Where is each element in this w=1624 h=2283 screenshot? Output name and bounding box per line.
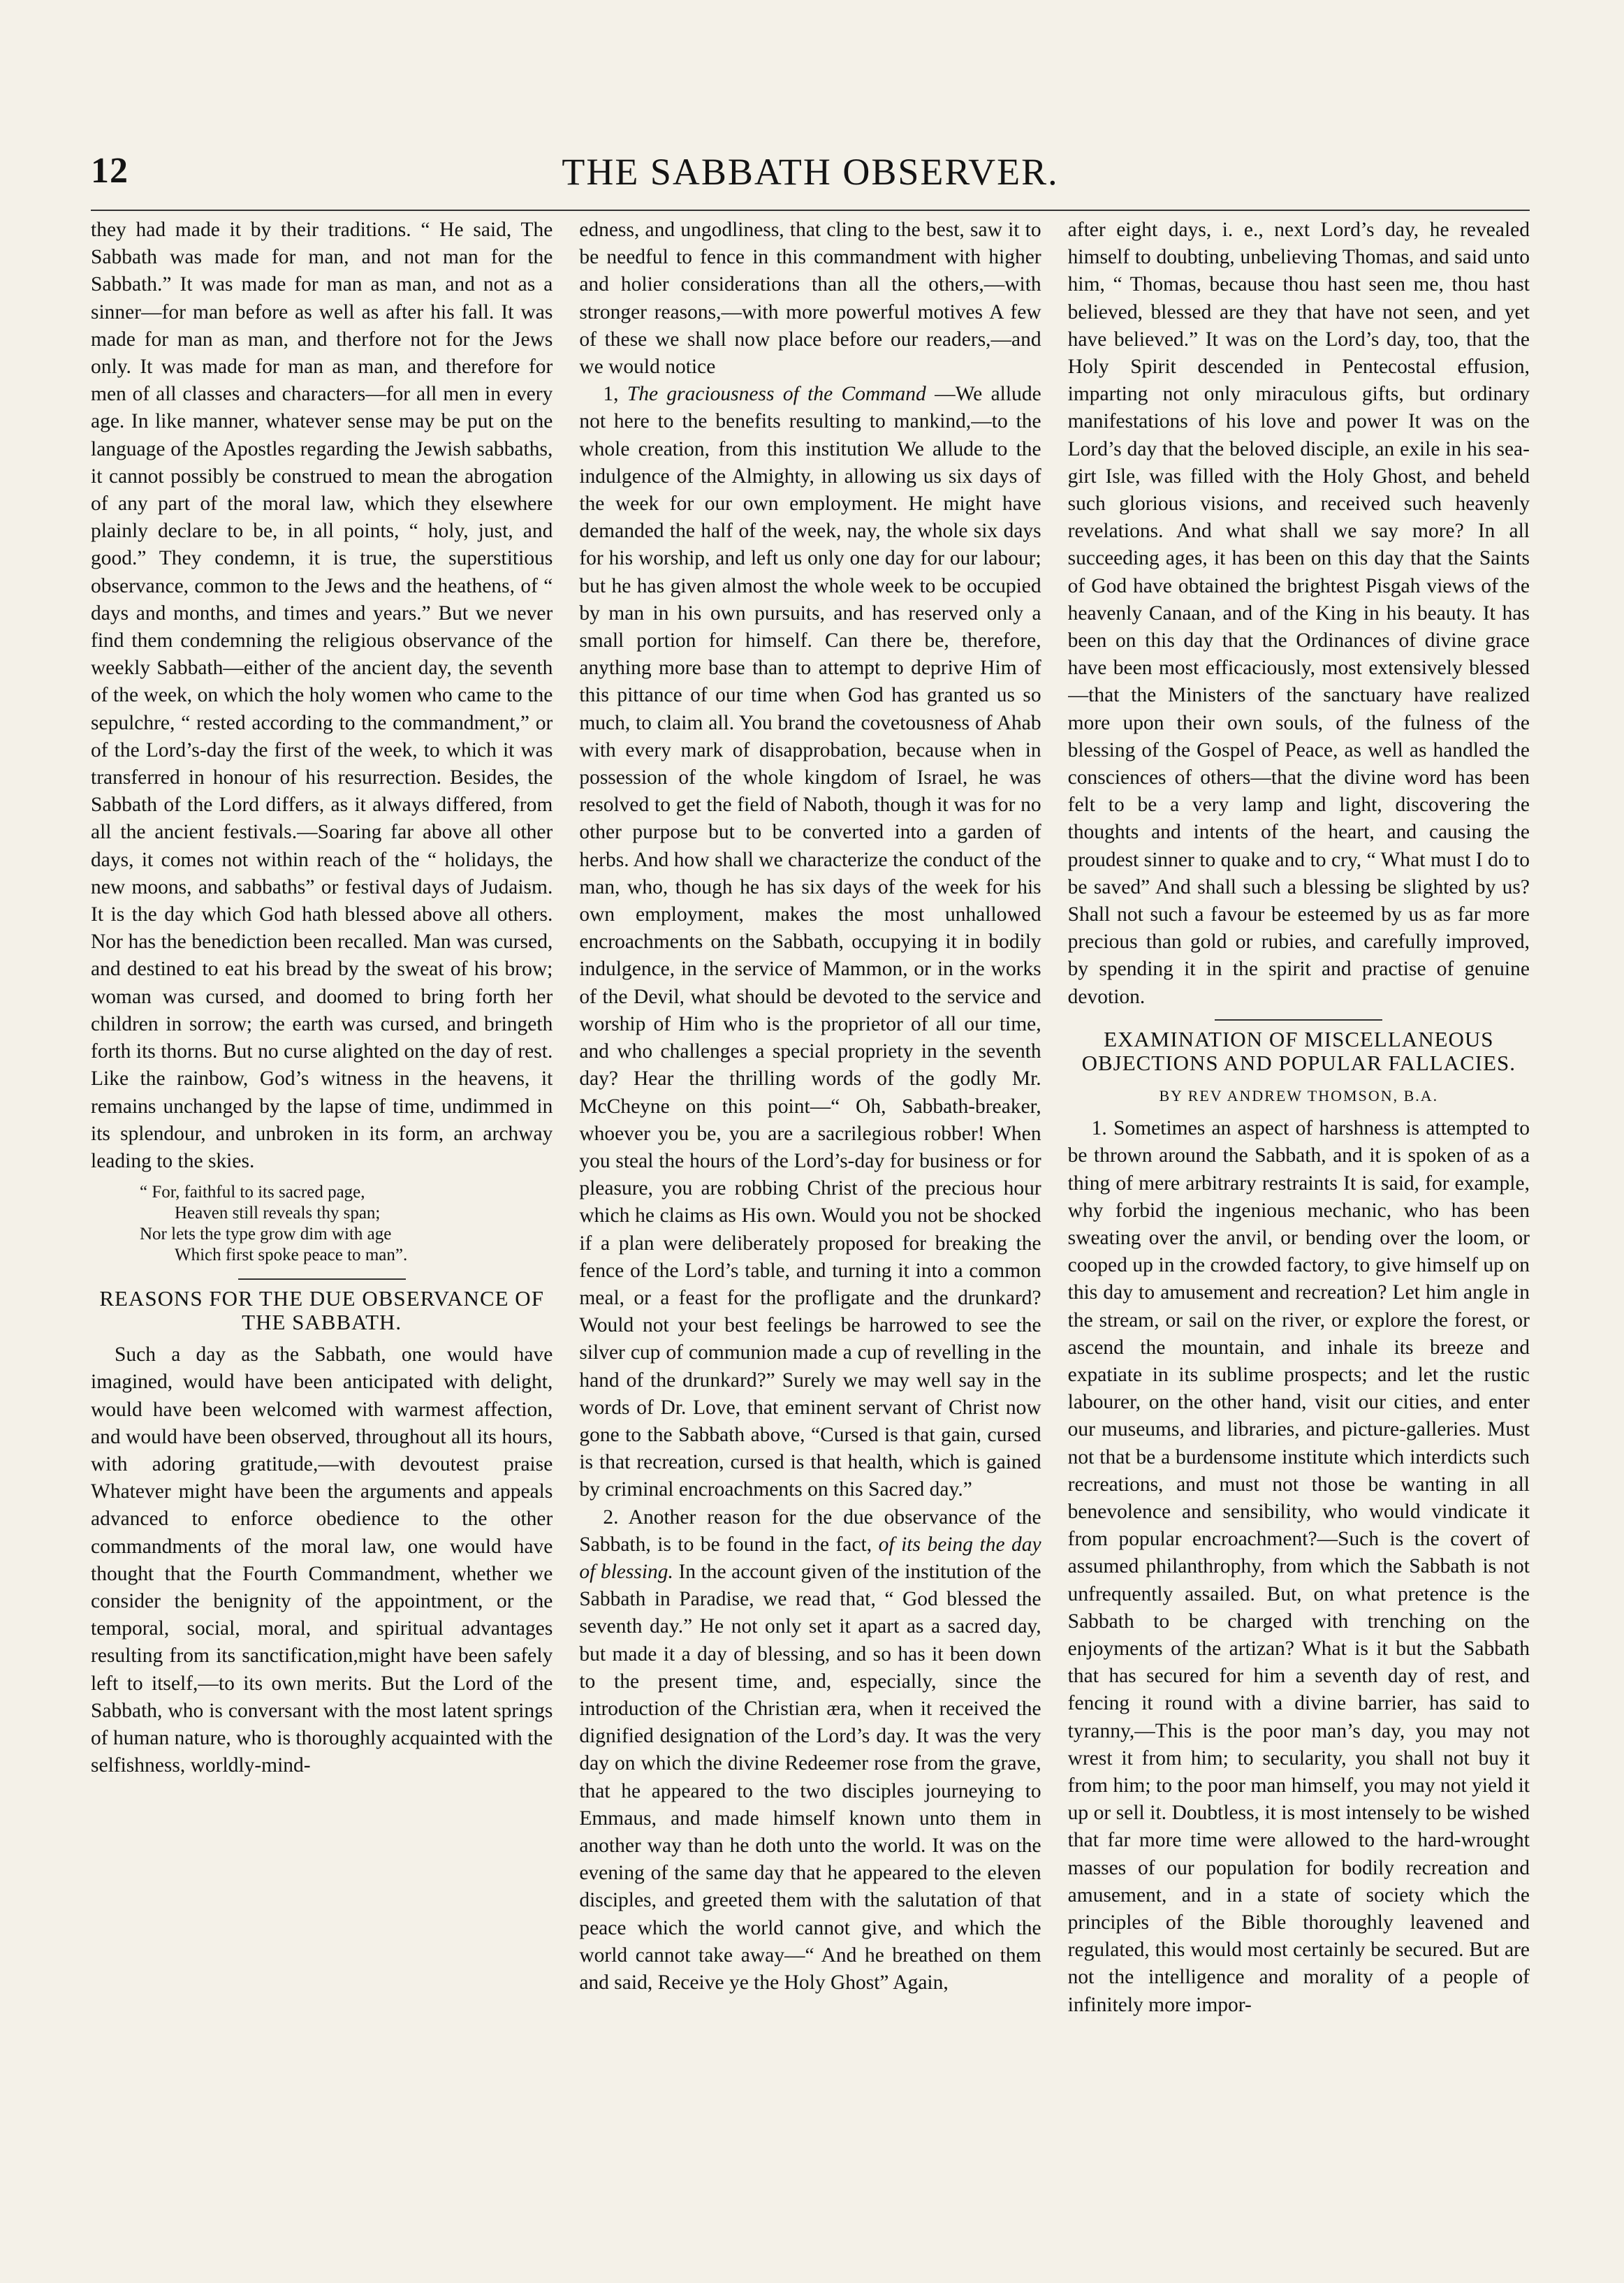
text-columns xyxy=(91,217,1530,2256)
section-title: EXAMINATION OF MISCELLANEOUS OBJECTIONS AND POPULAR FALLACIES. xyxy=(1081,1026,1516,1075)
point-text: In the account given of the institution of the Sabbath in Paradise, we read that, “ God blessed the seventh day.” He not only set it apart as a sacred day, but made it a day of blessing, and so has it been down to the present time, and, especially, since the introduction of the Christian æra, when it received the dignified designation of the Lord’s day. It was the very day on which the divine Redeemer rose from the grave, that he appeared to the two disciples journeying to Emmaus, and made himself known unto them in another way than he doth unto the world. It was on the evening of the same day that he appeared to the eleven disciples, and greeted them with the salutation of that peace which the world cannot give, and which the world cannot take away—“ And he breathed on them and said, Receive ye the Holy Ghost” Again, xyxy=(579,1560,1041,1994)
point-heading: The graciousness of the Command xyxy=(627,383,926,406)
paragraph xyxy=(579,1504,1041,1997)
poem-quote xyxy=(140,1182,553,1266)
section-title: REASONS FOR THE DUE OBSERVANCE OF THE SABBATH. xyxy=(99,1286,544,1335)
paragraph xyxy=(579,381,1041,1503)
paragraph: Such a day as the Sabbath, one would have imagined, would have been anticipated with delight, would have been welcomed with warmest affection, and would have been observed, throughout all its hours, with adoring gratitude,—with devoutest praise Whatever might have been the arguments and appeals advanced to enforce obedience to the other commandments of the moral law, one would have thought that the Fourth Commandment, whether we consider the benignity of the appointment, or the temporal, social, moral, and spiritual advantages resulting from its sanctification,might have been safely left to itself,—to its own merits. But the Lord of the Sabbath, who is conversant with the most latent springs of human nature, who is thoroughly acquainted with the selfishness, worldly-mind- xyxy=(91,1343,553,1777)
column-2 xyxy=(579,217,1041,2256)
page-header xyxy=(91,150,1530,206)
section-divider xyxy=(238,1278,406,1280)
paragraph: 1. Sometimes an aspect of harshness is attempted to be thrown around the Sabbath, and it is spoken of as a thing of mere arbitrary restraints It is said, for example, why forbid the ingenious mechanic, who has been sweating over the anvil, or bending over the loom, or cooped up in the crowded factory, to give himself up on this day to amusement and recreation? Let him angle in the stream, or sail on the river, or explore the forest, or ascend the mountain, and inhale its breeze and expatiate in its sublime prospects; and let the rustic labourer, on the other hand, visit our cities, and enter our museums, and libraries, and picture-galleries. Must not that be a burdensome institute which interdicts such recreations, and must not those be wanting in all benevolence and sensibility, who would vindicate it from popular encroachment?—Such is the covert of assumed philanthrophy, from which the Sabbath is not unfrequently assailed. But, on what pretence is the Sabbath to be charged with trenching on the enjoyments of the artizan? What is it but the Sabbath that has secured for him a seventh day of rest, and fencing it round with a divine barrier, has said to tyranny,—This is the poor man’s day, you may not wrest it from him; to secularity, you shall not buy it from him; to the poor man himself, you may not yield it up or sell it. Doubtless, it is most intensely to be wished that far more time were allowed to the hard-wrought masses of our population for bodily recreation and amusement, and in a state of society which the principles of the Bible thoroughly leavened and regulated, this would most certainly be secured. But are not the intelligence and morality of a people of infinitely more impor- xyxy=(1067,1117,1530,2016)
paragraph: edness, and ungodliness, that cling to the best, saw it to be needful to fence in this commandment with higher and holier considerations than all the others,—with stronger reasons,—with more powerful motives A few of these we shall now place before our readers,—and we would notice xyxy=(579,219,1041,379)
section-divider xyxy=(1215,1019,1382,1021)
page-number: 12 xyxy=(91,151,129,191)
byline: BY REV ANDREW THOMSON, B.A. xyxy=(1159,1086,1439,1104)
poem-line: Which first spoke peace to man”. xyxy=(175,1246,408,1265)
poem-line: “ For, faithful to its sacred page, xyxy=(140,1183,365,1202)
point-heading: of its being the day of blessing. xyxy=(579,1533,1041,1583)
paragraph: they had made it by their traditions. “ He said, The Sabbath was made for man, and not man for the Sabbath.” It was made for man as man, and not as a sinner—for man before as well as after his fall. It was made for man as man, and therfore not for the Jews only. It was made for man as man, and therefore for men of all classes and characters—for all men in every age. In like manner, whatever sense may be put on the language of the Apostles regarding the Jewish sabbaths, it cannot possibly be construed to mean the abrogation of any part of the moral law, which they elsewhere plainly declare to be, in all points, “ holy, just, and good.” They condemn, it is true, the superstitious observance, common to the Jews and the heathens, of “ days and months, and times and years.” But we never find them condemning the religious observance of the weekly Sabbath—either of the ancient day, the seventh of the week, on which the holy women who came to the sepulchre, “ rested according to the commandment,” or of the Lord’s-day the first of the week, to which it was transferred in honour of his resurrection. Besides, the Sabbath of the Lord differs, as it always differed, from all the ancient festivals.—Soaring far above all other days, it comes not within reach of the “ holidays, the new moons, and sabbaths” or festival days of Judaism. It is the day which God hath blessed above all others. Nor has the benediction been recalled. Man was cursed, and destined to eat his bread by the sweat of his brow; woman was cursed, and doomed to bring forth her children in sorrow; the earth was cursed, and bringeth forth its thorns. But no curse alighted on the day of rest. Like the rainbow, God’s witness in the heavens, it remains unchanged by the lapse of time, undimmed in its splendour, and unbroken in its form, an archway leading to the skies. xyxy=(91,219,553,1172)
header-rule xyxy=(91,210,1530,211)
point-text: 2. Another reason for the due observance of the Sabbath, is to be found in the fact, xyxy=(579,1505,1041,1556)
column-3 xyxy=(1068,217,1530,2256)
poem-line: Heaven still reveals thy span; xyxy=(175,1204,381,1223)
running-title: THE SABBATH OBSERVER. xyxy=(562,151,1059,193)
point-text: —We allude not here to the benefits resulting to mankind,—to the whole creation, from this institution We allude to the indulgence of the Almighty, in allowing us six days of the week for our own employment. He might have demanded the half of the week, nay, the whole six days for his worship, and left us only one day for our labour; but he has given almost the whole week to be occupied by man in his own pursuits, and has reserved only a small portion for himself. Can there be, therefore, anything more base than to attempt to deprive Him of this pittance of our time when God has granted us so much, to claim all. You brand the covetousness of Ahab with every mark of disapprobation, because when in possession of the whole kingdom of Israel, he was resolved to get the field of Naboth, though it was for no other purpose but to be converted into a garden of herbs. And how shall we characterize the conduct of the man, who, though he has six days of the week for his own employment, makes the most unhallowed encroachments on the Sabbath, occupying it in bodily indulgence, in the service of Mammon, or in the works of the Devil, what should be devoted to the service and worship of Him who is the proprietor of all our time, and who challenges a special propriety in the seventh day? Hear the thrilling words of the godly Mr. McCheyne on this point—“ Oh, Sabbath-breaker, whoever you be, you are a sacrilegious robber! When you steal the hours of the Lord’s-day for business or for pleasure, you are robbing Christ of the precious hour which he claims as His own. Would you not be shocked if a plan were deliberately proposed for breaking the fence of the Lord’s table, and turning it into a common meal, or a feast for the profligate and the drunkard? Would not your best feelings be harrowed to see the silver cup of communion made a cup of revelling in the hand of the drunkard?” Surely we may well say in the words of Dr. Love, that eminent servant of Christ now gone to the Sabbath above, “Cursed is that gain, cursed is that recreation, cursed is that health, which is gained by criminal encroachments on this Sacred day.” xyxy=(579,383,1041,1501)
poem-line: Nor lets the type grow dim with age xyxy=(140,1225,392,1244)
column-1 xyxy=(91,217,553,2256)
paragraph: after eight days, i. e., next Lord’s day, he revealed himself to doubting, unbelieving Thomas, and said unto him, “ Thomas, because thou hast seen me, thou hast believed, blessed are they that have not seen, and yet have believed.” It was on the Lord’s day, too, that the Holy Spirit descended in Pentecostal effusion, imparting not only miraculous gifts, but ordinary manifestations of his love and power It was on the Lord’s day that the beloved disciple, an exile in his sea-girt Isle, was filled with the Holy Ghost, and beheld such glorious visions, and received such heavenly revelations. And what shall we say more? In all succeeding ages, it has been on this day that the Saints of God have obtained the brightest Pisgah views of the heavenly Canaan, and of the King in his beauty. It has been on this day that the Ordinances of divine grace have been most efficaciously, most extensively blessed—that the Ministers of the sanctuary have realized more upon their own souls, of the fulness of the blessing of the Gospel of Peace, as well as handled the consciences of others—that the divine word has been felt to be a very lamp and light, discovering the thoughts and intents of the heart, and causing the proudest sinner to quake and to cry, “ What must I do to be saved” And shall such a blessing be slighted by us? Shall not such a favour be esteemed by us as far more precious than gold or rubies, and carefully improved, by spending it in the spirit and practise of genuine devotion. xyxy=(1067,219,1530,1008)
point-number: 1, xyxy=(603,383,627,406)
